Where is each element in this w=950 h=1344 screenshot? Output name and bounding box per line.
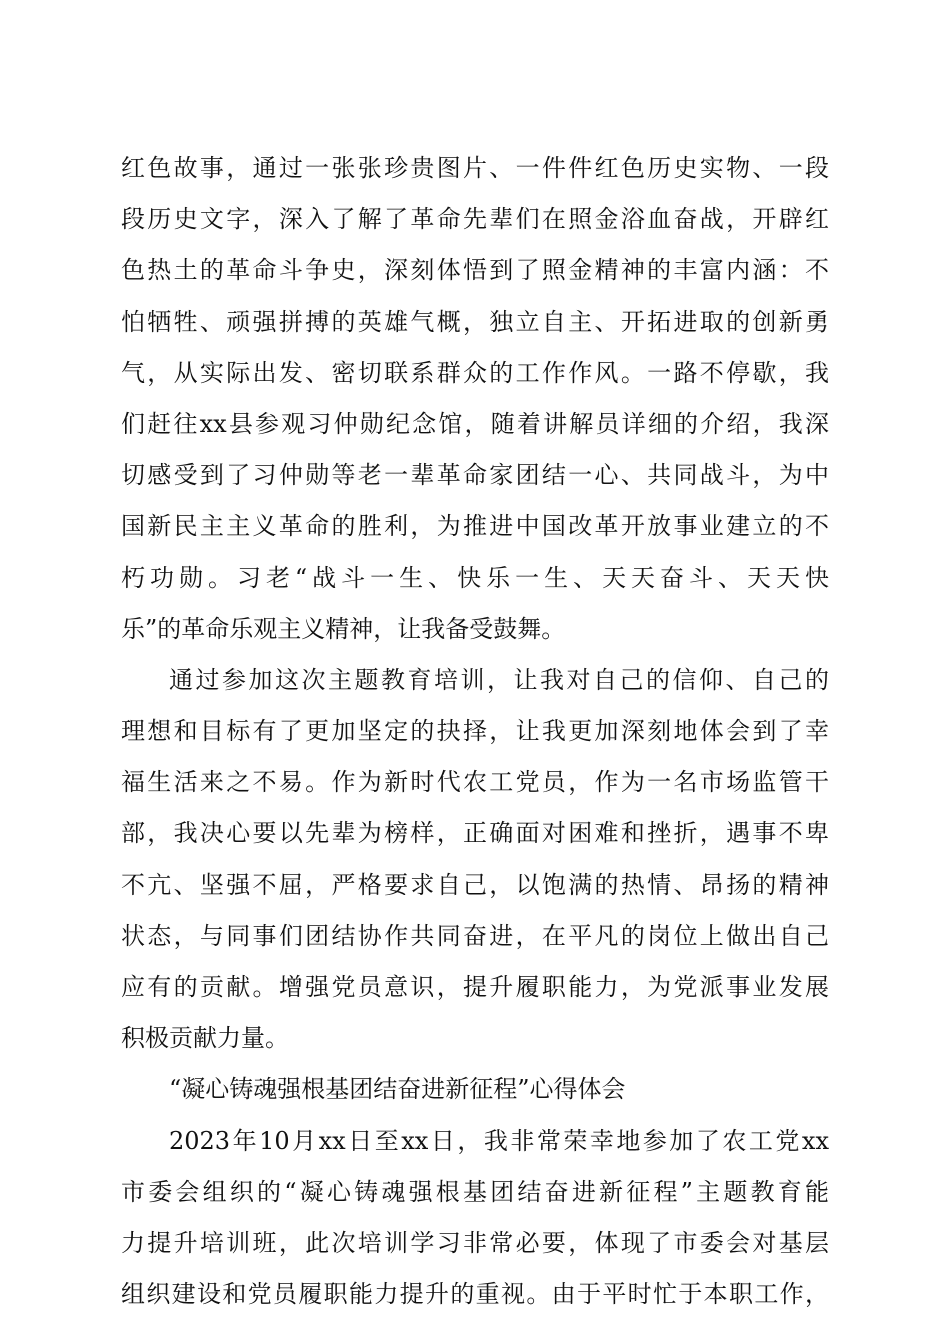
text-line: 切感受到了习仲勋等老一辈革命家团结一心、共同战斗，为中 bbox=[121, 461, 829, 490]
text-line: 市委会组织的“凝心铸魂强根基团结奋进新征程”主题教育能 bbox=[121, 1177, 829, 1206]
text-line: 力提升培训班，此次培训学习非常必要，体现了市委会对基层 bbox=[121, 1228, 829, 1257]
text-line: 福生活来之不易。作为新时代农工党员，作为一名市场监管干 bbox=[121, 768, 829, 797]
text-line: 理想和目标有了更加坚定的抉择，让我更加深刻地体会到了幸 bbox=[121, 717, 829, 746]
heading-line: “凝心铸魂强根基团结奋进新征程”心得体会 bbox=[169, 1075, 626, 1104]
text-line: 部，我决心要以先辈为榜样，正确面对困难和挫折，遇事不卑 bbox=[121, 819, 829, 848]
text-line: 段历史文字，深入了解了革命先辈们在照金浴血奋战，开辟红 bbox=[121, 205, 829, 234]
text-line: 乐”的革命乐观主义精神，让我备受鼓舞。 bbox=[121, 614, 566, 643]
paragraph-2 bbox=[121, 655, 829, 1065]
text-line: 状态，与同事们团结协作共同奋进，在平凡的岗位上做出自己 bbox=[121, 921, 829, 950]
document-body bbox=[121, 143, 829, 1320]
text-line: 红色故事，通过一张张珍贵图片、一件件红色历史实物、一段 bbox=[121, 154, 829, 182]
paragraph-3 bbox=[121, 1116, 829, 1321]
text-line: 2023年10月xx日至xx日，我非常荣幸地参加了农工党xx bbox=[169, 1126, 829, 1155]
text-line: 不亢、坚强不屈，严格要求自己，以饱满的热情、昂扬的精神 bbox=[121, 870, 829, 899]
text-line: 朽功勋。习老“战斗一生、快乐一生、天天奋斗、天天快 bbox=[121, 563, 829, 592]
section-title bbox=[121, 1064, 829, 1115]
text-line: 通过参加这次主题教育培训，让我对自己的信仰、自己的 bbox=[169, 665, 829, 694]
text-line: 国新民主主义革命的胜利，为推进中国改革开放事业建立的不 bbox=[121, 512, 829, 541]
paragraph-1 bbox=[121, 143, 829, 655]
text-line: 气，从实际出发、密切联系群众的工作作风。一路不停歇，我 bbox=[121, 358, 829, 387]
text-line: 们赶往xx县参观习仲勋纪念馆，随着讲解员详细的介绍，我深 bbox=[121, 409, 829, 438]
text-line: 怕牺牲、顽强拼搏的英雄气概，独立自主、开拓进取的创新勇 bbox=[121, 307, 829, 336]
text-line: 积极贡献力量。 bbox=[121, 1024, 289, 1053]
text-line: 色热土的革命斗争史，深刻体悟到了照金精神的丰富内涵：不 bbox=[121, 256, 829, 285]
text-line: 组织建设和党员履职能力提升的重视。由于平时忙于本职工作， bbox=[121, 1280, 829, 1309]
text-line: 应有的贡献。增强党员意识，提升履职能力，为党派事业发展 bbox=[121, 973, 829, 1001]
